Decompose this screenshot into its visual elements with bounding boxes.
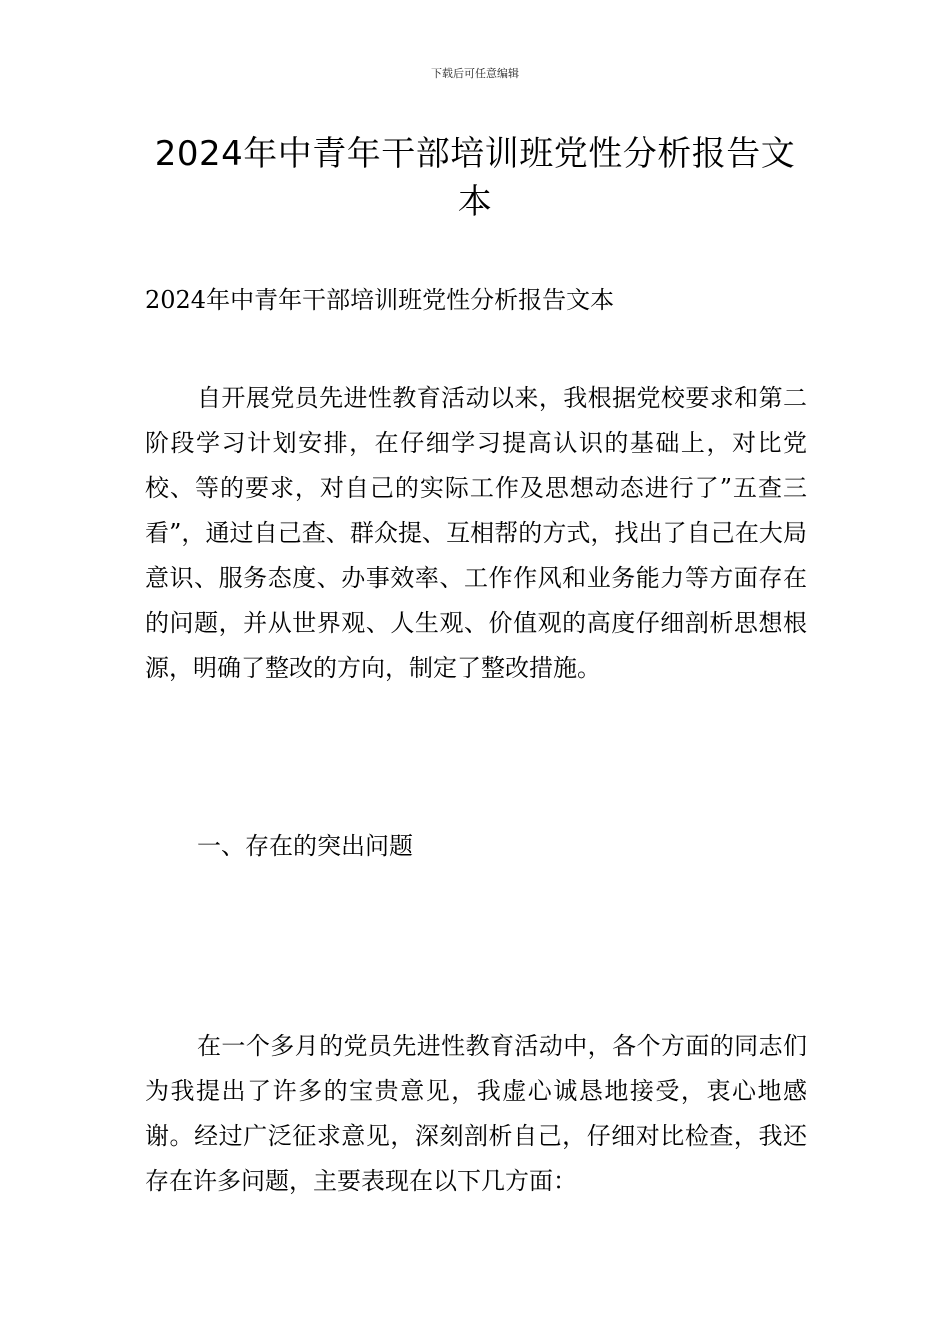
document-title: 2024年中青年干部培训班党性分析报告文本 [154,134,796,222]
section-heading: 一、存在的突出问题 [197,832,413,860]
body-paragraph-2: 在一个多月的党员先进性教育活动中，各个方面的同志们为我提出了许多的宝贵意见，我虚心诚恳地接受，衷心地感谢。经过广泛征求意见，深刻剖析自己，仔细对比检查，我还存在许多问题，主要表现在以下几方面： [145,1032,807,1195]
header-note: 下载后可任意编辑 [431,67,519,80]
document-subtitle: 2024年中青年干部培训班党性分析报告文本 [145,286,615,314]
body-paragraph-1: 自开展党员先进性教育活动以来，我根据党校要求和第二阶段学习计划安排，在仔细学习提高认识的基础上，对比党校、等的要求，对自己的实际工作及思想动态进行了”五查三看”，通过自己查、群众提、互相帮的方式，找出了自己在大局意识、服务态度、办事效率、工作作风和业务能力等方面存在的问题，并从世界观、人生观、价值观的高度仔细剖析思想根源，明确了整改的方向，制定了整改措施。 [145,384,807,682]
